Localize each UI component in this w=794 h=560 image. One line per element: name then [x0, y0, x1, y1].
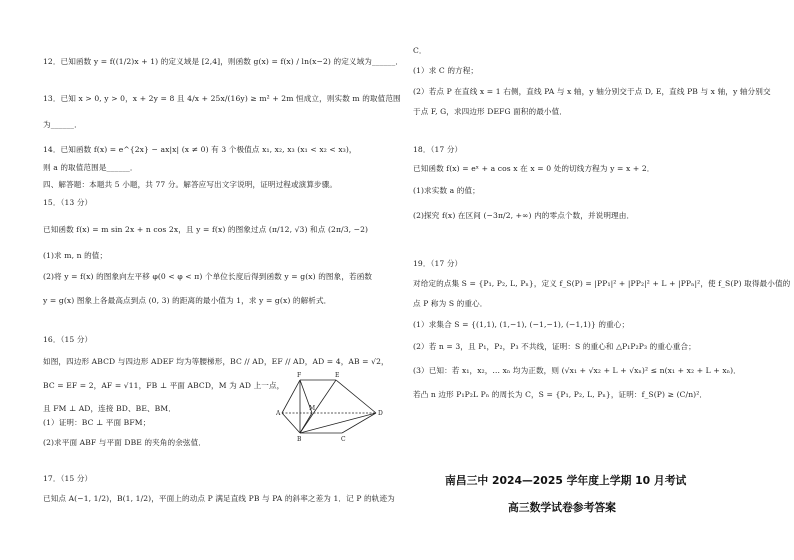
question-15-part2b: y = g(x) 图象上各最高点到点 (0, 3) 的距离的最小值为 1，求 y = g(x) 的解析式． — [43, 296, 332, 305]
question-19-part1: (1）求集合 S = {(1,1), (1,−1), (−1,−1), (−1,1)} 的重心； — [413, 320, 630, 329]
question-19-line1: 对给定的点集 S = {P₁, P₂, L, Pₙ}，定义 f_S(P) = |PP₁|² + |PP₂|² + L + |PPₙ|²，使 f_S(P) 取得最小值的 — [413, 279, 791, 288]
question-16-part1: (1）证明：BC ⊥ 平面 BFM； — [43, 418, 151, 427]
question-15-part1: (1)求 m, n 的值； — [43, 251, 108, 260]
question-18-part1: (1)求实数 a 的值； — [413, 186, 480, 195]
question-14-line1: 14．已知函数 f(x) = e^{2x} − ax|x| (x ≠ 0) 有 3 个极值点 x₁, x₂, x₃ (x₁ < x₂ < x₃)， — [43, 145, 357, 154]
question-17-part1: (1）求 C 的方程； — [413, 66, 479, 75]
question-19-part2: (2）若 n = 3，且 P₁，P₂，P₃ 不共线，证明：S 的重心和 △P₁P₂P₃ 的重心重合； — [413, 342, 696, 351]
question-16-line2: BC = EF = 2，AF = √11，FB ⊥ 平面 ABCD，M 为 AD 上一点， — [43, 381, 285, 390]
label-F: F — [297, 372, 302, 379]
question-17-header: 17．（15 分） — [43, 474, 93, 483]
label-A: A — [276, 410, 281, 417]
question-19-part3: (3）已知：若 x₁，x₂，… xₙ 均为正数，则 (√x₁ + √x₂ + L + √xₙ)² ≤ n(x₁ + x₂ + L + xₙ)． — [413, 366, 741, 375]
question-17-line1: 已知点 A(−1, 1/2)，B(1, 1/2)，平面上的动点 P 满足直线 PB 与 PA 的斜率之差为 1．记 P 的轨迹为 — [43, 494, 395, 503]
question-16-part2: (2)求平面 ABF 与平面 DBE 的夹角的余弦值． — [43, 438, 206, 447]
question-18-line1: 已知函数 f(x) = eˣ + a cos x 在 x = 0 处的切线方程为 y = x + 2． — [413, 164, 655, 173]
question-17-part2b: 于点 F, G，求四边形 DEFG 面积的最小值． — [413, 107, 567, 116]
question-14-line2: 则 a 的取值范围是______． — [43, 163, 138, 172]
question-18-header: 18．（17 分） — [413, 145, 463, 154]
section-4-heading: 四、解答题：本题共 5 小题，共 77 分。解答应写出文字说明，证明过程或演算步骤。 — [43, 180, 338, 189]
label-B: B — [297, 436, 302, 443]
question-12: 12．已知函数 y = f((1/2)x + 1) 的定义域是 [2,4]，则函数 g(x) = f(x) / ln(x−2) 的定义域为______． — [43, 57, 404, 66]
answer-key-title-line1: 南昌三中 2024—2025 学年度上学期 10 月考试 — [445, 474, 687, 487]
question-19-header: 19．（17 分） — [413, 259, 463, 268]
question-17-part2: (2）若点 P 在直线 x = 1 右侧，直线 PA 与 x 轴，y 轴分别交于点 D, E，直线 PB 与 x 轴，y 轴分别交 — [413, 87, 771, 96]
question-15-part2: (2)将 y = f(x) 的图象向左平移 φ(0 < φ < π) 个单位长度后得到函数 y = g(x) 的图象，若函数 — [43, 272, 373, 281]
question-13-line1: 13．已知 x > 0, y > 0，x + 2y = 8 且 4/x + 25x/(16y) ≥ m² + 2m 恒成立，则实数 m 的取值范围 — [43, 94, 401, 103]
question-17-continued: C． — [413, 46, 427, 55]
question-15-line1: 已知函数 f(x) = m sin 2x + n cos 2x，且 y = f(x) 的图象过点 (π/12, √3) 和点 (2π/3, −2) — [43, 225, 369, 234]
label-E: E — [335, 372, 340, 379]
question-13-line2: 为______． — [43, 120, 82, 129]
question-19-line2: 点 P 称为 S 的重心． — [413, 299, 488, 308]
question-15-header: 15．（13 分） — [43, 198, 93, 207]
label-D: D — [378, 410, 383, 417]
question-16-line1: 如图，四边形 ABCD 与四边形 ADEF 均为等腰梯形，BC // AD，EF // AD，AD = 4，AB = √2， — [43, 357, 389, 366]
answer-key-title-line2: 高三数学试卷参考答案 — [508, 501, 616, 514]
label-C: C — [341, 436, 346, 443]
question-16-line3: 且 FM ⊥ AD，连接 BD、BE、BM． — [43, 404, 176, 413]
question-16-header: 16．（15 分） — [43, 335, 93, 344]
question-19-part3b: 若凸 n 边形 P₁P₂L Pₙ 的周长为 C，S = {P₁, P₂, L, Pₙ}，证明：f_S(P) ≥ (C/n)²． — [413, 390, 708, 399]
trapezoid-figure — [276, 345, 386, 445]
question-18-part2: (2)探究 f(x) 在区间 (−3π/2, +∞) 内的零点个数，并说明理由． — [413, 211, 635, 220]
label-M: M — [309, 405, 316, 412]
